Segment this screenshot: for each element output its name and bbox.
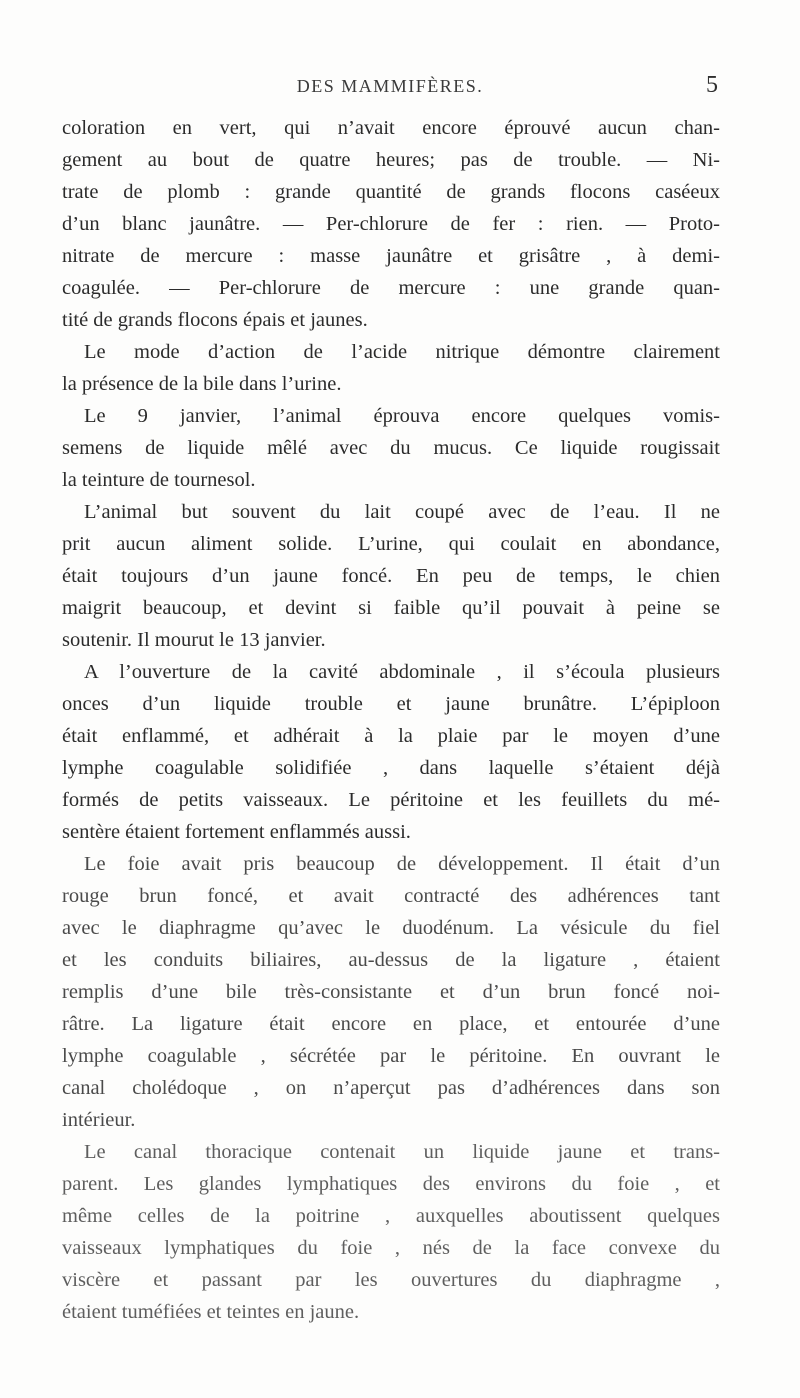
text-line: semens de liquide mêlé avec du mucus. Ce liquide rougissait: [62, 437, 720, 459]
text-line: formés de petits vaisseaux. Le péritoine et les feuillets du mé-: [62, 789, 720, 811]
text-line: rouge brun foncé, et avait contracté des adhérences tant: [62, 885, 720, 907]
text-line: remplis d’une bile très-consistante et d’un brun foncé noi-: [62, 981, 720, 1003]
paragraph-start-line: Le foie avait pris beaucoup de développement. Il était d’un: [84, 853, 720, 875]
running-title: DES MAMMIFÈRES.: [296, 76, 484, 96]
text-line: nitrate de mercure : masse jaunâtre et grisâtre , à demi-: [62, 245, 720, 267]
text-line: lymphe coagulable , sécrétée par le péritoine. En ouvrant le: [62, 1045, 720, 1067]
text-line: même celles de la poitrine , auxquelles aboutissent quelques: [62, 1205, 720, 1227]
text-line: soutenir. Il mourut le 13 janvier.: [62, 629, 326, 651]
text-line: sentère étaient fortement enflammés aussi.: [62, 821, 411, 843]
text-line: tité de grands flocons épais et jaunes.: [62, 309, 368, 331]
text-line: coloration en vert, qui n’avait encore éprouvé aucun chan-: [62, 117, 720, 139]
text-line: parent. Les glandes lymphatiques des environs du foie , et: [62, 1173, 720, 1195]
text-line: trate de plomb : grande quantité de grands flocons caséeux: [62, 181, 720, 203]
text-line: canal cholédoque , on n’aperçut pas d’adhérences dans son: [62, 1077, 720, 1099]
paragraph-start-line: Le canal thoracique contenait un liquide jaune et trans-: [84, 1141, 720, 1163]
text-line: vaisseaux lymphatiques du foie , nés de la face convexe du: [62, 1237, 720, 1259]
text-line: onces d’un liquide trouble et jaune brunâtre. L’épiploon: [62, 693, 720, 715]
text-line: gement au bout de quatre heures; pas de trouble. — Ni-: [62, 149, 720, 171]
text-line: étaient tuméfiées et teintes en jaune.: [62, 1301, 360, 1323]
paragraph-start-line: L’animal but souvent du lait coupé avec de l’eau. Il ne: [84, 501, 720, 523]
body-text: [62, 112, 720, 1328]
text-line: d’un blanc jaunâtre. — Per-chlorure de fer : rien. — Proto-: [62, 213, 720, 235]
text-line: râtre. La ligature était encore en place, et entourée d’une: [62, 1013, 720, 1035]
text-line: avec le diaphragme qu’avec le duodénum. La vésicule du fiel: [62, 917, 720, 939]
text-line: et les conduits biliaires, au-dessus de la ligature , étaient: [62, 949, 720, 971]
text-line: était toujours d’un jaune foncé. En peu de temps, le chien: [62, 565, 720, 587]
text-line: viscère et passant par les ouvertures du diaphragme ,: [62, 1269, 720, 1291]
text-line: lymphe coagulable solidifiée , dans laquelle s’étaient déjà: [62, 757, 720, 779]
paragraph-start-line: A l’ouverture de la cavité abdominale , il s’écoula plusieurs: [84, 661, 720, 683]
paragraph-start-line: Le 9 janvier, l’animal éprouva encore quelques vomis-: [84, 405, 720, 427]
text-line: maigrit beaucoup, et devint si faible qu’il pouvait à peine se: [62, 597, 720, 619]
text-line: coagulée. — Per-chlorure de mercure : une grande quan-: [62, 277, 720, 299]
text-line: la teinture de tournesol.: [62, 469, 256, 491]
text-line: prit aucun aliment solide. L’urine, qui coulait en abondance,: [62, 533, 720, 555]
text-line: la présence de la bile dans l’urine.: [62, 373, 342, 395]
text-line: était enflammé, et adhérait à la plaie par le moyen d’une: [62, 725, 720, 747]
paragraph-start-line: Le mode d’action de l’acide nitrique démontre clairement: [84, 341, 720, 363]
running-head: [60, 72, 720, 112]
text-line: intérieur.: [62, 1109, 136, 1131]
page-number: 5: [706, 72, 718, 98]
